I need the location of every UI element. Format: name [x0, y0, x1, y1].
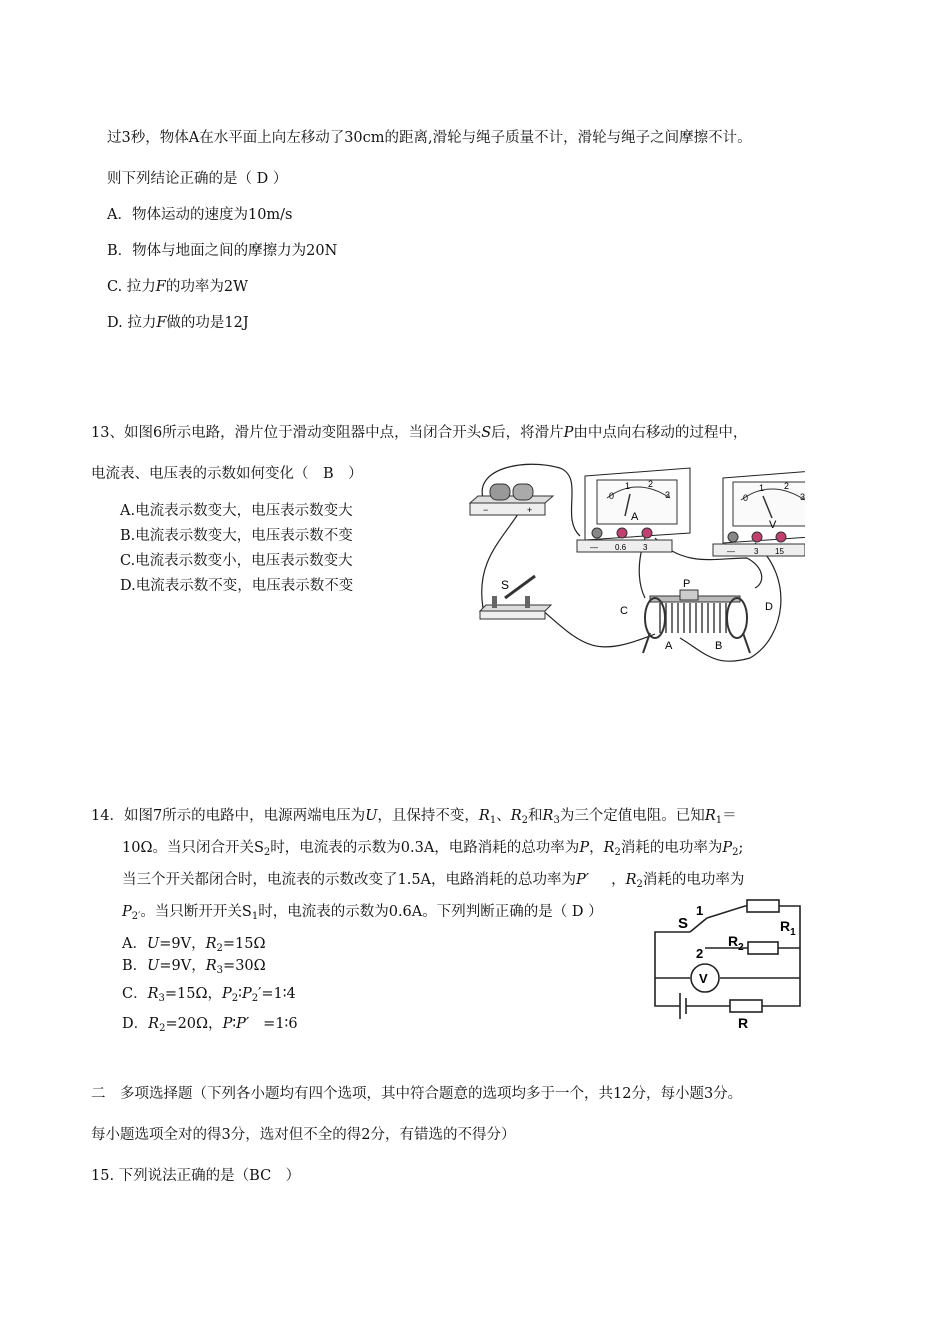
q14-option-c: C．$R_3=15\Omega$，$P_2∶P_2'=1∶4$ [122, 986, 296, 1004]
svg-text:A: A [631, 511, 639, 523]
svg-text:1: 1 [625, 481, 631, 491]
svg-text:B: B [715, 640, 723, 652]
q14-text-line-3: 当三个开关都闭合时，电流表的示数改变了1.5A，电路消耗的总功率为P′ ，$R_2$消耗的电功率为 [122, 872, 745, 890]
svg-text:A: A [665, 640, 673, 652]
q12-text-line: 过3秒，物体A在水平面上向左移动了30cm的距离,滑轮与绳子质量不计，滑轮与绳子之间摩擦不计。 [107, 130, 752, 146]
svg-text:−: − [483, 505, 489, 515]
svg-text:2: 2 [784, 481, 790, 491]
svg-text:3: 3 [665, 490, 671, 500]
svg-text:2: 2 [696, 946, 704, 961]
circuit-figure-7 [650, 898, 808, 1030]
q12-stem: 则下列结论正确的是（ D ） [107, 171, 288, 187]
q15-stem: 15. 下列说法正确的是（BC ） [91, 1168, 301, 1184]
svg-text:R: R [738, 1015, 749, 1030]
q12-option-d: D. 拉力F做的功是12J [107, 315, 249, 331]
section-2-heading: 二 多项选择题（下列各小题均有四个选项，其中符合题意的选项均多于一个，共12分，每小题3分。 [91, 1086, 743, 1102]
svg-text:—: — [727, 547, 735, 556]
q13-option-a: A.电流表示数变大，电压表示数变大 [120, 503, 353, 519]
circuit-figure-6 [465, 458, 805, 663]
svg-text:0.6: 0.6 [615, 543, 627, 552]
q14-option-a: A．U=9V，$R_2=15\Omega$ [122, 936, 266, 954]
q14-text-line-2: 10Ω。当只闭合开关$S_2$时，电流表的示数为0.3A，电路消耗的总功率为P，$R_2$消耗的电功率为$P_2$; [122, 840, 744, 858]
q13-text-line-1: 13、如图6所示电路，滑片位于滑动变阻器中点，当闭合开头S后，将滑片P由中点向右移动的过程中， [91, 425, 748, 441]
svg-text:S: S [501, 578, 510, 592]
svg-text:D: D [765, 601, 773, 613]
q14-option-b: B．U=9V，$R_3=30\Omega$ [122, 958, 266, 976]
svg-text:R1: $R_1$ [780, 918, 796, 938]
svg-text:3: 3 [643, 543, 648, 552]
svg-text:S: S [678, 915, 689, 932]
q14-text-line-4: $P_{2'}$。当只断开开关$S_1$时，电流表的示数为0.6A。下列判断正确的是（ D ） [122, 904, 603, 922]
svg-text:+: + [527, 505, 533, 515]
rheostat [620, 578, 773, 653]
svg-text:R2: $R_2$ [728, 933, 744, 953]
svg-text:2: 2 [648, 479, 654, 489]
svg-text:V: V [699, 971, 708, 986]
ammeter [577, 468, 690, 552]
q13-option-d: D.电流表示数不变，电压表示数不变 [120, 578, 354, 594]
svg-text:3: 3 [800, 492, 805, 502]
q14-option-d: D．$R_2=20\Omega$，P∶P′ =1∶6 [122, 1016, 298, 1034]
svg-text:3: 3 [754, 547, 759, 556]
svg-text:1: 1 [759, 483, 765, 493]
svg-text:V: V [769, 519, 777, 531]
switch [480, 576, 551, 619]
q12-option-c: C. 拉力F的功率为2W [107, 279, 248, 295]
svg-text:C: C [620, 605, 628, 617]
q12-option-a: A．物体运动的速度为10m/s [107, 207, 293, 223]
voltmeter [713, 470, 805, 556]
svg-text:—: — [590, 543, 598, 552]
q12-option-b: B．物体与地面之间的摩擦力为20N [107, 243, 338, 259]
q13-option-c: C.电流表示数变小，电压表示数变大 [120, 553, 353, 569]
q14-text-line-1: 14．如图7所示的电路中，电源两端电压为U，且保持不变，$R_1$、$R_2$和$R_3$为三个定值电阻。已知$R_1=$ [91, 808, 737, 826]
section-2-instructions: 每小题选项全对的得3分，选对但不全的得2分，有错选的不得分） [91, 1127, 516, 1143]
q13-option-b: B.电流表示数变大，电压表示数不变 [120, 528, 353, 544]
svg-text:0: 0 [609, 491, 615, 501]
q13-text-line-2: 电流表、电压表的示数如何变化（ B ） [91, 466, 363, 482]
svg-text:0: 0 [743, 493, 749, 503]
svg-text:P: P [683, 578, 691, 590]
svg-text:15: 15 [775, 547, 784, 556]
svg-text:1: 1 [696, 903, 704, 918]
